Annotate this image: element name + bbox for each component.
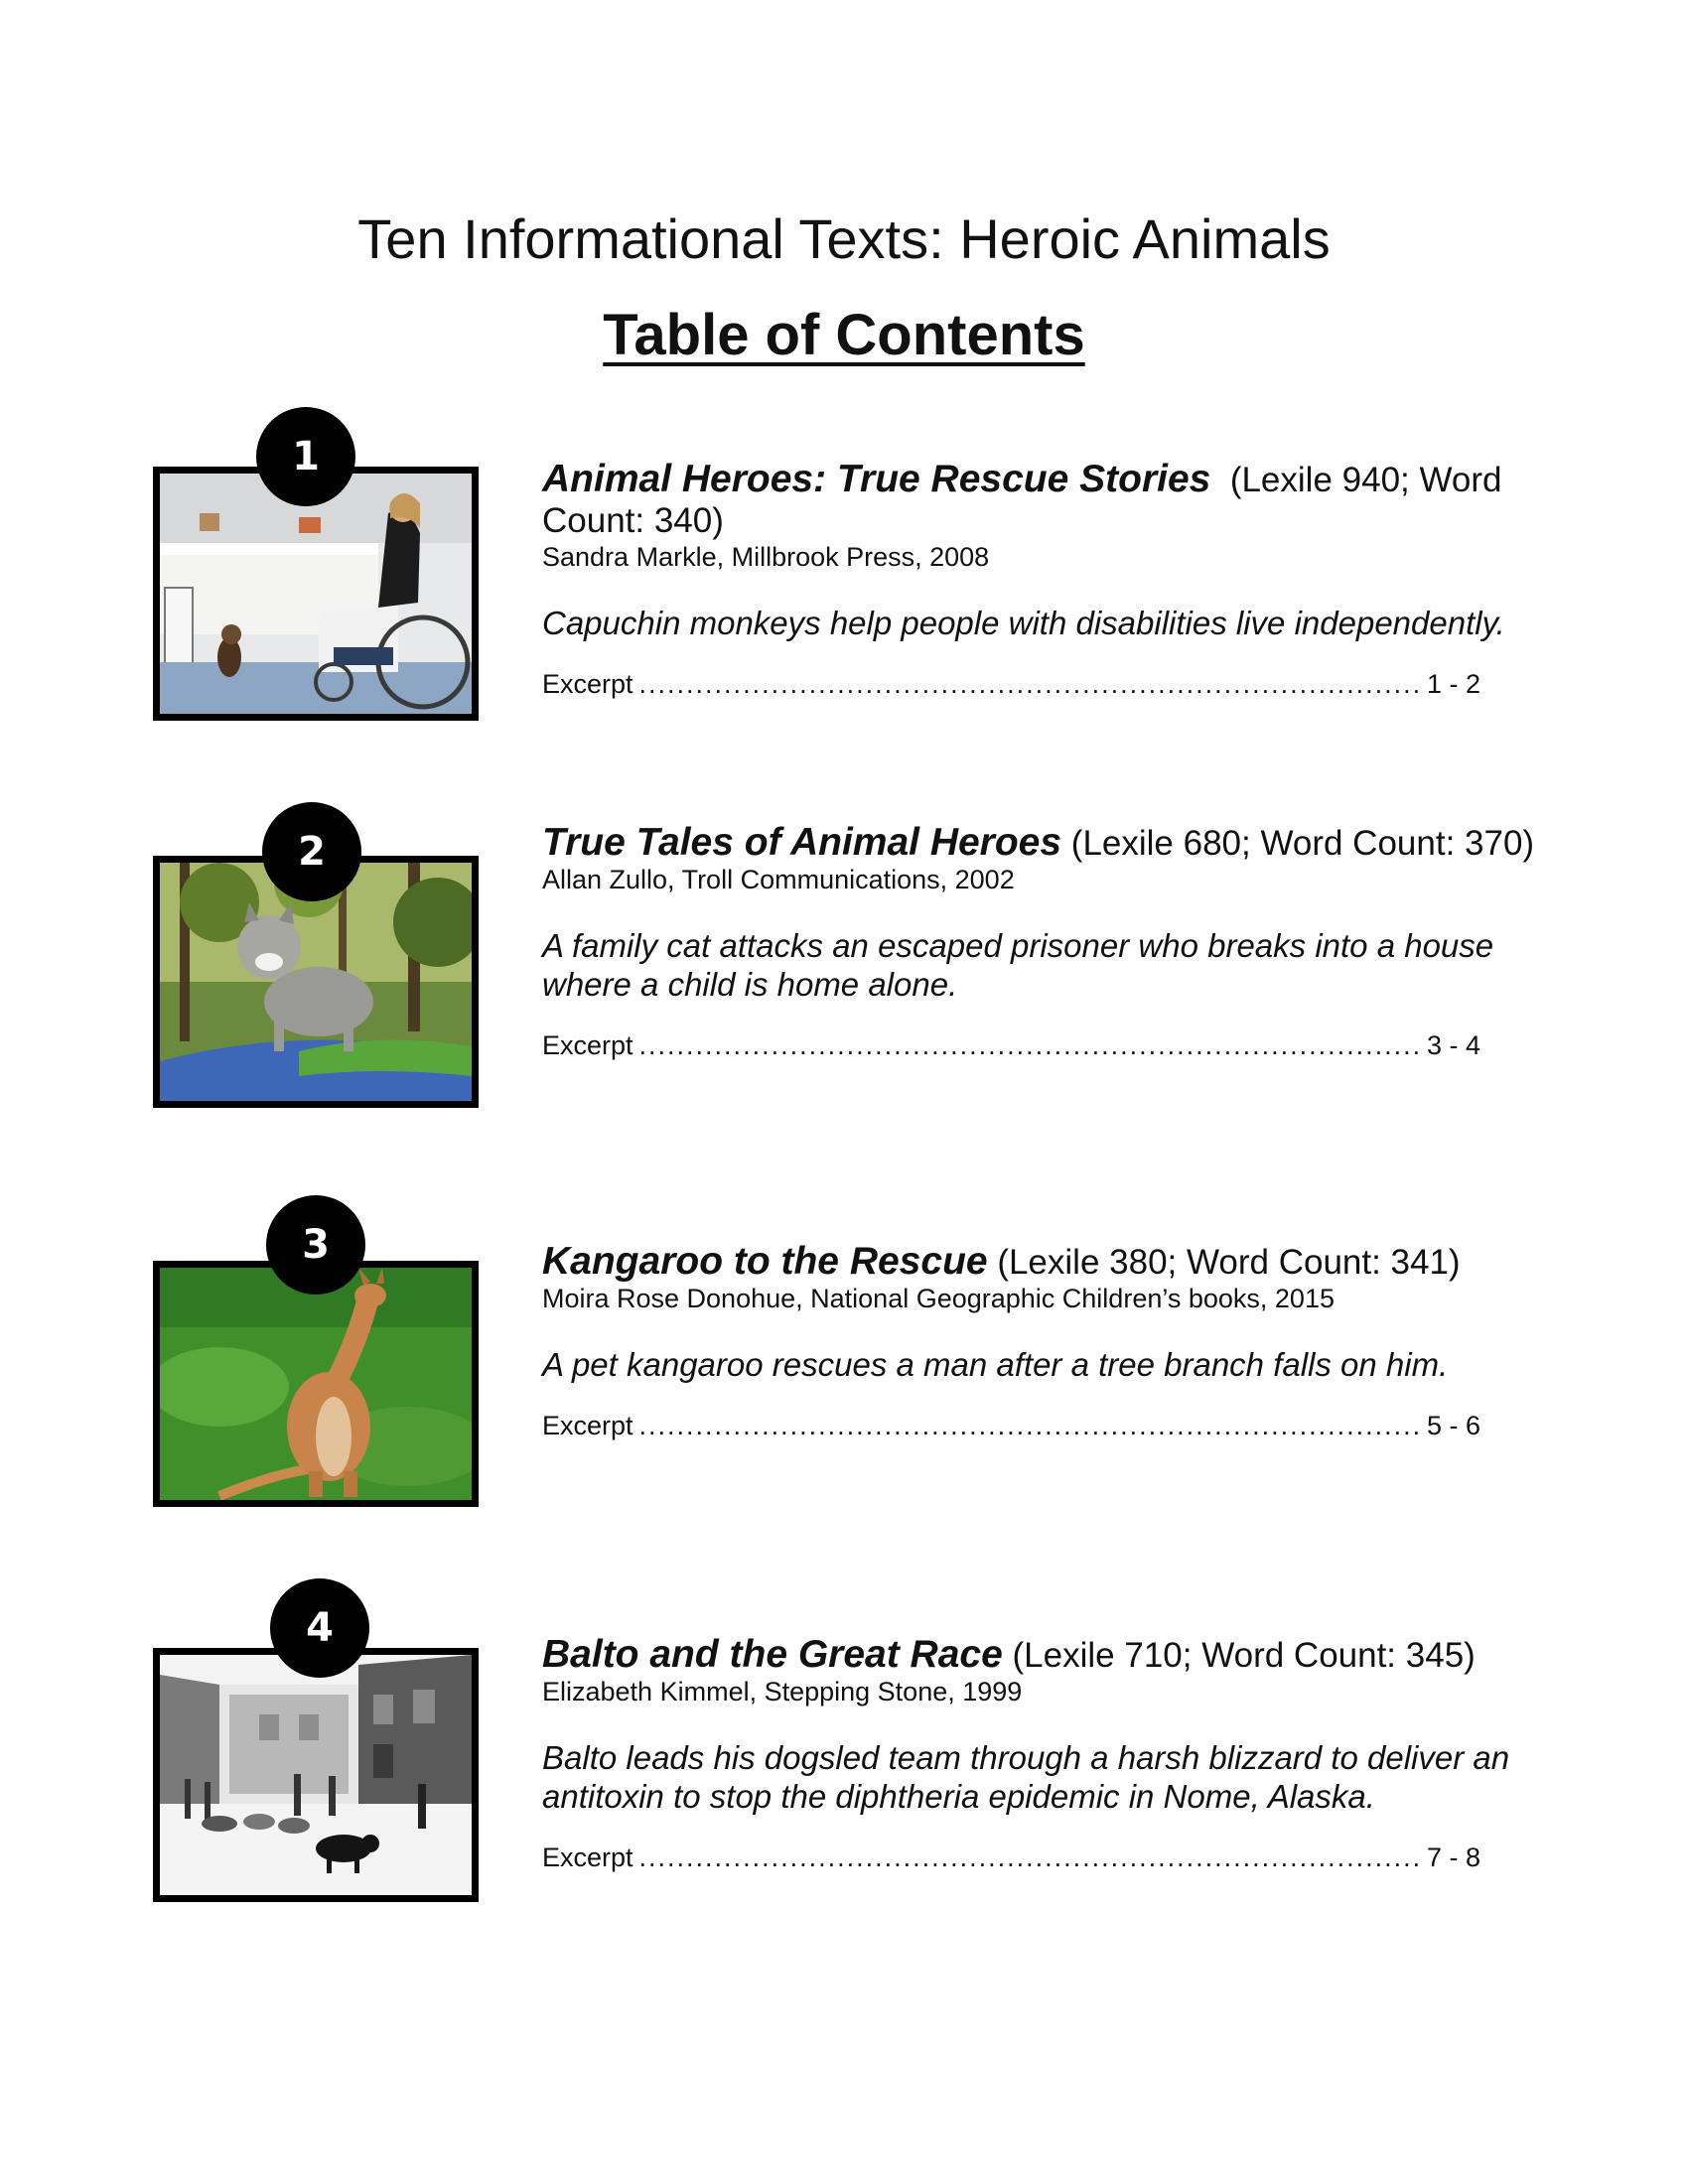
excerpt-label: Excerpt — [542, 1030, 633, 1060]
excerpt-label: Excerpt — [542, 669, 633, 699]
entry-text — [542, 1241, 1535, 1442]
lexile-word-count: (Lexile 380; Word Count: 341) — [997, 1243, 1461, 1282]
entry-summary: A pet kangaroo rescues a man after a tree branch falls on him. — [542, 1346, 1449, 1383]
document-title: Ten Informational Texts: Heroic Animals — [357, 207, 1331, 270]
dot-leader — [639, 1410, 1421, 1442]
entry-summary: Balto leads his dogsled team through a harsh blizzard to deliver an antitoxin to stop the diphtheria epidemic in Nome, Alaska. — [542, 1739, 1510, 1815]
table-of-contents-heading — [0, 300, 1688, 371]
excerpt-toc-line[interactable] — [542, 1842, 1480, 1874]
entry-image-dogsled — [153, 1648, 479, 1902]
photo-illustration — [160, 1268, 472, 1500]
photo-illustration — [160, 1655, 472, 1895]
entry-summary: A family cat attacks an escaped prisoner who breaks into a house where a child is home alone. — [542, 927, 1494, 1003]
excerpt-label: Excerpt — [542, 1843, 633, 1872]
author-publisher: Sandra Markle, Millbrook Press, 2008 — [542, 542, 990, 572]
toc-heading-text: Table of Contents — [603, 303, 1085, 367]
book-title: Animal Heroes: True Rescue Stories — [542, 458, 1211, 500]
book-title: True Tales of Animal Heroes — [542, 821, 1062, 864]
lexile-word-count: (Lexile 680; Word Count: 370) — [1070, 824, 1535, 863]
book-title: Balto and the Great Race — [542, 1633, 1003, 1676]
book-title: Kangaroo to the Rescue — [542, 1240, 988, 1283]
page-range: 3 - 4 — [1426, 1030, 1480, 1060]
excerpt-toc-line[interactable] — [542, 1029, 1480, 1062]
entry-image-kangaroo — [153, 1261, 479, 1507]
dot-leader — [639, 668, 1421, 701]
excerpt-label: Excerpt — [542, 1411, 633, 1440]
lexile-word-count: (Lexile 710; Word Count: 345) — [1012, 1636, 1476, 1675]
entry-number-badge: 4 — [270, 1578, 369, 1678]
entry-number-badge: 1 — [256, 407, 355, 506]
author-publisher: Moira Rose Donohue, National Geographic Children’s books, 2015 — [542, 1284, 1335, 1313]
author-publisher: Elizabeth Kimmel, Stepping Stone, 1999 — [542, 1677, 1023, 1706]
entry-title-line — [542, 1634, 1535, 1676]
entry-number-badge: 3 — [266, 1195, 365, 1295]
entry-text — [542, 1634, 1535, 1874]
page-range: 7 - 8 — [1426, 1843, 1480, 1872]
excerpt-toc-line[interactable] — [542, 1410, 1480, 1442]
page-range: 1 - 2 — [1426, 669, 1480, 699]
entry-text — [542, 822, 1535, 1062]
lexile-word-count: (Lexile 940; Word Count: 340) — [542, 461, 1502, 540]
dot-leader — [639, 1842, 1421, 1874]
photo-illustration — [160, 474, 472, 714]
entry-text — [542, 459, 1535, 701]
author-publisher: Allan Zullo, Troll Communications, 2002 — [542, 865, 1015, 894]
page-range: 5 - 6 — [1426, 1411, 1480, 1440]
entry-title-line — [542, 1241, 1535, 1283]
entry-summary: Capuchin monkeys help people with disabilities live independently. — [542, 605, 1505, 641]
dot-leader — [639, 1029, 1421, 1062]
entry-title-line — [542, 459, 1535, 541]
entry-title-line — [542, 822, 1535, 864]
entry-number-badge: 2 — [262, 802, 361, 901]
excerpt-toc-line[interactable] — [542, 668, 1480, 701]
